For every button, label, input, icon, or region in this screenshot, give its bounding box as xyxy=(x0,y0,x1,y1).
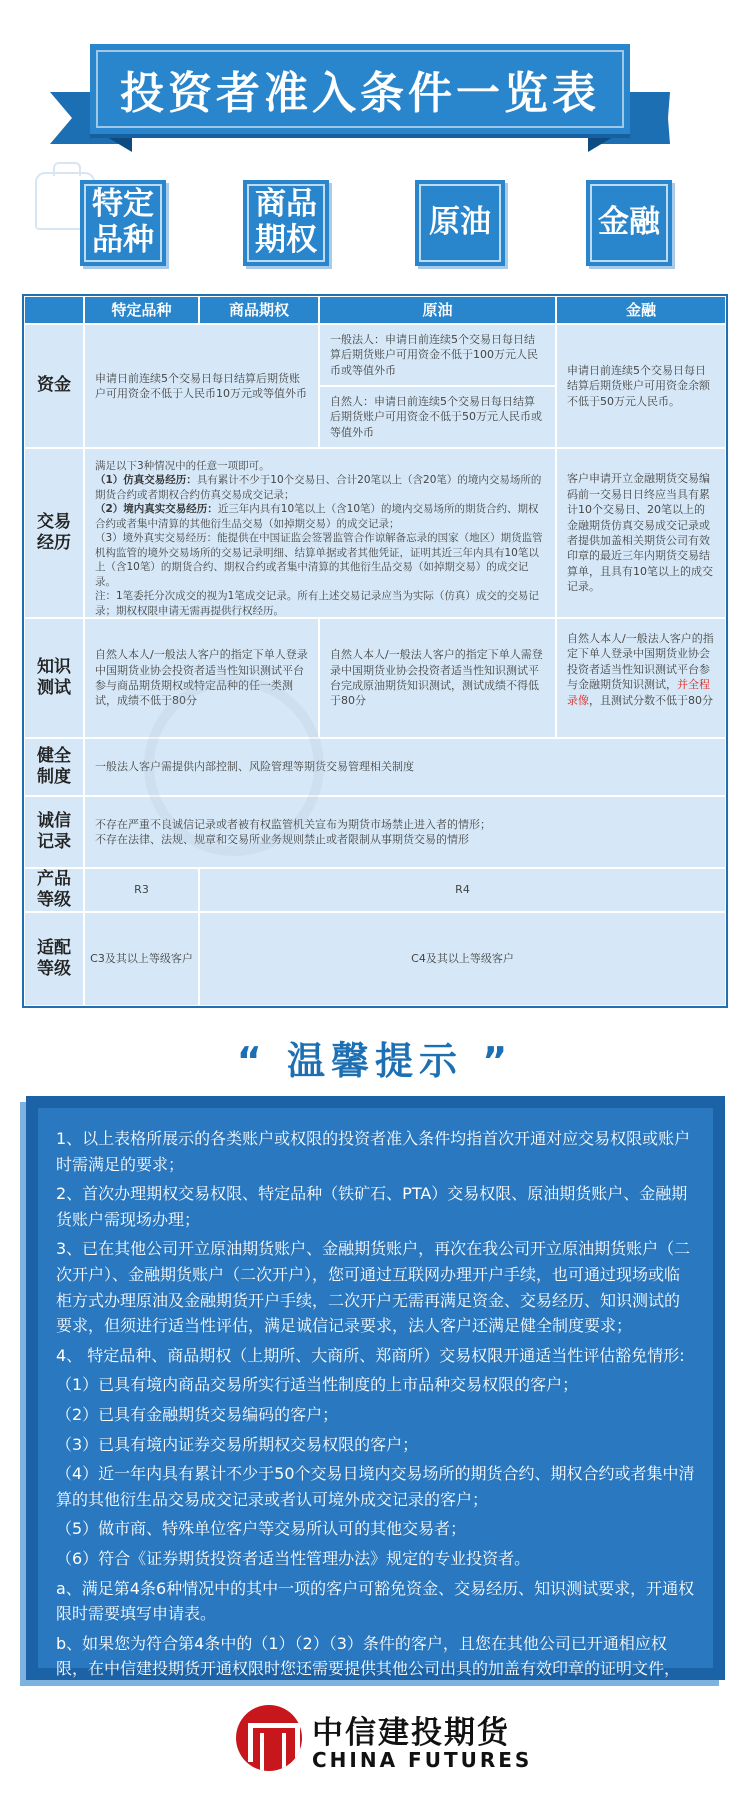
row-label-product-level: 产品等级 xyxy=(24,868,84,912)
product-level-others: R4 xyxy=(199,868,726,912)
capital-crude-natural: 自然人：申请日前连续5个交易日每日结算后期货账户可用资金不低于50万元人民币或等值外币 xyxy=(319,386,556,448)
category-special: 特定品种 xyxy=(80,180,166,266)
row-label-suit-level: 适配等级 xyxy=(24,912,84,1006)
experience-item-1: （1）仿真交易经历：具有累计不少于10个交易日、合计20笔以上（含20笔）的境内交易场所的期货合约或者期权合约仿真交易成交记录； xyxy=(95,474,542,501)
credit-line-1: 不存在严重不良诚信记录或者被有权监管机关宣布为期货市场禁止进入者的情形； xyxy=(95,818,491,831)
credit-text xyxy=(84,796,726,868)
header-corner xyxy=(24,296,84,324)
citic-logo-icon xyxy=(236,1705,302,1771)
brand-name-en: CHINA FUTURES xyxy=(312,1748,533,1772)
tips-body xyxy=(38,1108,713,1704)
category-crude: 原油 xyxy=(415,180,505,266)
tip-a: a、满足第4条6种情况中的其中一项的客户可豁免资金、交易经历、知识测试要求，开通权限时需要填写申请表。 xyxy=(56,1578,695,1624)
tip-3: 3、已在其他公司开立原油期货账户、金融期货账户，再次在我公司开立原油期货账户（二次开户）、金融期货账户（二次开户），您可通过互联网办理开户手续，也可通过现场或临柜方式办理原油及金融期货开户手续，二次开户无需再满足资金、交易经历、知识测试的要求，但须进行适当性评估，满足诚信记录要求，法人客户还满足健全制度要求； xyxy=(56,1239,691,1336)
tips-title: “ 温馨提示 ” xyxy=(236,1039,514,1083)
capital-commodity: 申请日前连续5个交易日每日结算后期货账户可用资金不低于人民币10万元或等值外币 xyxy=(84,324,319,448)
knowledge-crude: 自然人本人/一般法人客户的指定下单人需登录中国期货业协会投资者适当性知识测试平台完成原油期货知识测试，测试成绩不得低于80分 xyxy=(319,618,556,738)
experience-commodity-crude xyxy=(84,448,556,618)
row-label-experience: 交易经历 xyxy=(24,448,84,618)
experience-item-2: （2）境内真实交易经历：近三年内具有10笔以上（含10笔）的境内交易场所的期货合约、期权合约或者集中清算的其他衍生品交易（如掉期交易）的成交记录； xyxy=(95,503,539,530)
knowledge-commodity: 自然人本人/一般法人客户的指定下单人登录中国期货业协会投资者适当性知识测试平台参与商品期货期权或特定品种的任一类测试，成绩不低于80分 xyxy=(84,618,319,738)
tip-b: b、如果您为符合第4条中的（1）（2）（3）条件的客户，且您在其他公司已开通相应权限，在中信建投期货开通权限时您还需要提供其他公司出具的加盖有效印章的证明文件，同时需签署《客户承诺函》。 xyxy=(56,1633,681,1704)
row-label-knowledge: 知识测试 xyxy=(24,618,84,738)
suit-level-others: C4及其以上等级客户 xyxy=(199,912,726,1006)
experience-note: 注：1笔委托分次成交的视为1笔成交记录。所有上述交易记录应当为实际（仿真）成交的交易记录；期权权限申请无需再提供行权经历。 xyxy=(95,590,539,617)
tips-panel xyxy=(26,1096,725,1704)
tip-4-1: （1）已具有境内商品交易所实行适当性制度的上市品种交易权限的客户； xyxy=(56,1375,579,1395)
category-financial: 金融 xyxy=(586,180,672,266)
tip-4-4: （4）近一年内具有累计不少于50个交易日境内交易场所的期货合约、期权合约或者集中清算的其他衍生品交易成交记录或者认可境外成交记录的客户； xyxy=(56,1464,695,1509)
header-option: 商品期权 xyxy=(199,296,319,324)
capital-financial: 申请日前连续5个交易日每日结算后期货账户可用资金余额不低于50万元人民币。 xyxy=(556,324,726,448)
page-title: 投资者准入条件一览表 xyxy=(120,68,600,119)
knowledge-financial: 自然人本人/一般法人客户的指定下单人登录中国期货业协会投资者适当性知识测试平台参与金融期货知识测试，并全程录像，且测试分数不低于80分 xyxy=(556,618,726,738)
tip-4-2: （2）已具有金融期货交易编码的客户； xyxy=(56,1404,339,1424)
category-option: 商品期权 xyxy=(243,180,329,266)
title-box xyxy=(90,44,630,134)
conditions-table xyxy=(22,294,728,1008)
tip-2: 2、首次办理期权交易权限、特定品种（铁矿石、PTA）交易权限、原油期货账户、金融期货账户需现场办理； xyxy=(56,1184,688,1229)
tip-4-6: （6）符合《证券期货投资者适当性管理办法》规定的专业投资者。 xyxy=(56,1548,531,1568)
tip-1: 1、以上表格所展示的各类账户或权限的投资者准入条件均指首次开通对应交易权限或账户时需满足的要求； xyxy=(56,1129,691,1174)
title-banner xyxy=(50,30,670,160)
credit-line-2: 不存在法律、法规、规章和交易所业务规则禁止或者限制从事期货交易的情形 xyxy=(95,833,469,847)
tip-4: 4、 特定品种、商品期权（上期所、大商所、郑商所）交易权限开通适当性评估豁免情形: xyxy=(56,1345,685,1365)
product-level-special: R3 xyxy=(84,868,199,912)
row-label-capital: 资金 xyxy=(24,324,84,448)
header-financial: 金融 xyxy=(556,296,726,324)
row-label-credit: 诚信记录 xyxy=(24,796,84,868)
capital-crude-legal: 一般法人：申请日前连续5个交易日每日结算后期货账户可用资金不低于100万元人民币或等值外币 xyxy=(319,324,556,386)
experience-financial: 客户申请开立金融期货交易编码前一交易日日终应当具有累计10个交易日、20笔以上的金融期货仿真交易成交记录或者提供加盖相关期货公司有效印章的最近三年内期货交易结算单，且具有10笔以上的成交记录。 xyxy=(556,448,726,618)
tip-4-3: （3）已具有境内证券交易所期权交易权限的客户； xyxy=(56,1434,419,1454)
system-text: 一般法人客户需提供内部控制、风险管理等期货交易管理相关制度 xyxy=(84,738,726,796)
row-label-system: 健全制度 xyxy=(24,738,84,796)
header-crude: 原油 xyxy=(319,296,556,324)
tip-4-5: （5）做市商、特殊单位客户等交易所认可的其他交易者； xyxy=(56,1519,467,1539)
experience-item-3: （3）境外真实交易经历：能提供在中国证监会签署监管合作谅解备忘录的国家（地区）期货监管机构监管的境外交易场所的交易记录明细、结算单据或者其他凭证，证明其近三年内具有10笔以上（含10笔）的期货合约、期权合约或者集中清算的其他衍生品交易（如掉期交易）的成交记录。 xyxy=(95,532,543,588)
experience-intro: 满足以下3种情况中的任意一项即可。 xyxy=(95,460,270,472)
brand-name-cn: 中信建投期货 xyxy=(312,1715,510,1751)
header-special: 特定品种 xyxy=(84,296,199,324)
suit-level-special: C3及其以上等级客户 xyxy=(84,912,199,1006)
